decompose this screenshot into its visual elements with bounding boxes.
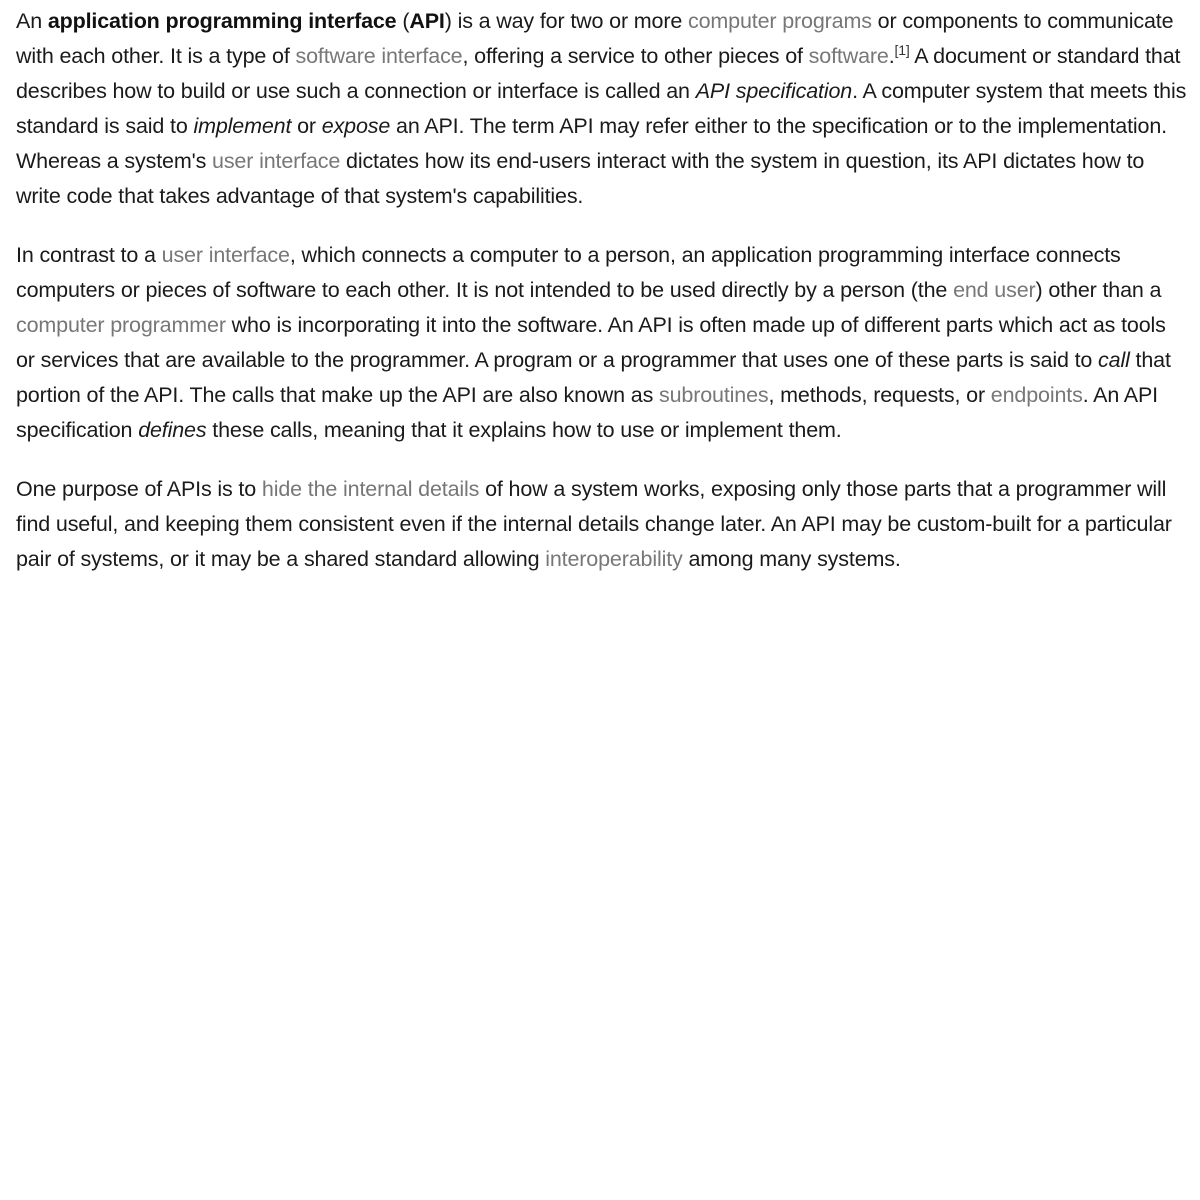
text-segment: , methods, requests, or — [768, 383, 991, 407]
link-user-interface[interactable]: user interface — [212, 149, 341, 173]
italic-api-specification: API specification — [695, 79, 853, 103]
text-segment: . — [888, 44, 895, 68]
italic-expose: expose — [321, 114, 391, 138]
link-hide-the-internal-details[interactable]: hide the internal details — [261, 477, 480, 501]
bold-term-api: API — [409, 9, 445, 33]
paragraph-contrast — [16, 238, 1188, 448]
text-segment: A document or standard that describes how to build or use such a connection or interface is called an — [16, 44, 1181, 103]
link-software[interactable]: software — [808, 44, 889, 68]
text-segment: these calls, meaning that it explains how to use or implement them. — [206, 418, 842, 442]
bold-term-application-programming-interface: application programming interface — [47, 9, 397, 33]
text-segment: One purpose of APIs is to — [16, 477, 262, 501]
italic-defines: defines — [138, 418, 207, 442]
text-segment: among many systems. — [682, 547, 901, 571]
text-segment: . An API specification — [16, 383, 1158, 442]
text-segment: In contrast to a — [16, 243, 162, 267]
reference-1[interactable]: [1] — [894, 41, 910, 58]
text-segment: , offering a service to other pieces of — [462, 44, 809, 68]
text-segment: ) is a way for two or more — [444, 9, 688, 33]
text-segment: who is incorporating it into the software. An API is often made up of different parts which act as tools or services that are available to the programmer. A program or a programmer that uses one of these parts is said to — [16, 313, 1166, 372]
link-computer-programs[interactable]: computer programs — [688, 9, 872, 33]
link-user-interface[interactable]: user interface — [161, 243, 290, 267]
paragraph-intro — [16, 4, 1188, 214]
text-segment: ) other than a — [1035, 278, 1162, 302]
link-interoperability[interactable]: interoperability — [545, 547, 683, 571]
text-segment: an API. The term API may refer either to the specification or to the implementation. Whereas a system's — [16, 114, 1167, 173]
link-software-interface[interactable]: software interface — [295, 44, 463, 68]
text-segment: or components to communicate with each other. It is a type of — [16, 9, 1174, 68]
paragraph-purpose — [16, 472, 1188, 577]
article-body — [16, 4, 1188, 601]
text-segment: An — [16, 9, 48, 33]
italic-implement: implement — [193, 114, 292, 138]
text-segment: . A computer system that meets this standard is said to — [16, 79, 1187, 138]
text-segment: ( — [396, 9, 410, 33]
link-end-user[interactable]: end user — [953, 278, 1036, 302]
link-computer-programmer[interactable]: computer programmer — [16, 313, 226, 337]
text-segment: , which connects a computer to a person, an application programming interface connects computers or pieces of software to each other. It is not intended to be used directly by a person (the — [16, 243, 1121, 302]
text-segment: dictates how its end-users interact with the system in question, its API dictates how to write code that takes advantage of that system's capabilities. — [16, 149, 1145, 208]
link-endpoints[interactable]: endpoints — [990, 383, 1083, 407]
link-subroutines[interactable]: subroutines — [659, 383, 769, 407]
text-segment: that portion of the API. The calls that make up the API are also known as — [16, 348, 1171, 407]
text-segment: of how a system works, exposing only those parts that a programmer will find useful, and keeping them consistent even if the internal details change later. An API may be custom-built for a particular pair of systems, or it may be a shared standard allowing — [16, 477, 1172, 571]
text-segment: or — [291, 114, 322, 138]
italic-call: call — [1098, 348, 1130, 372]
